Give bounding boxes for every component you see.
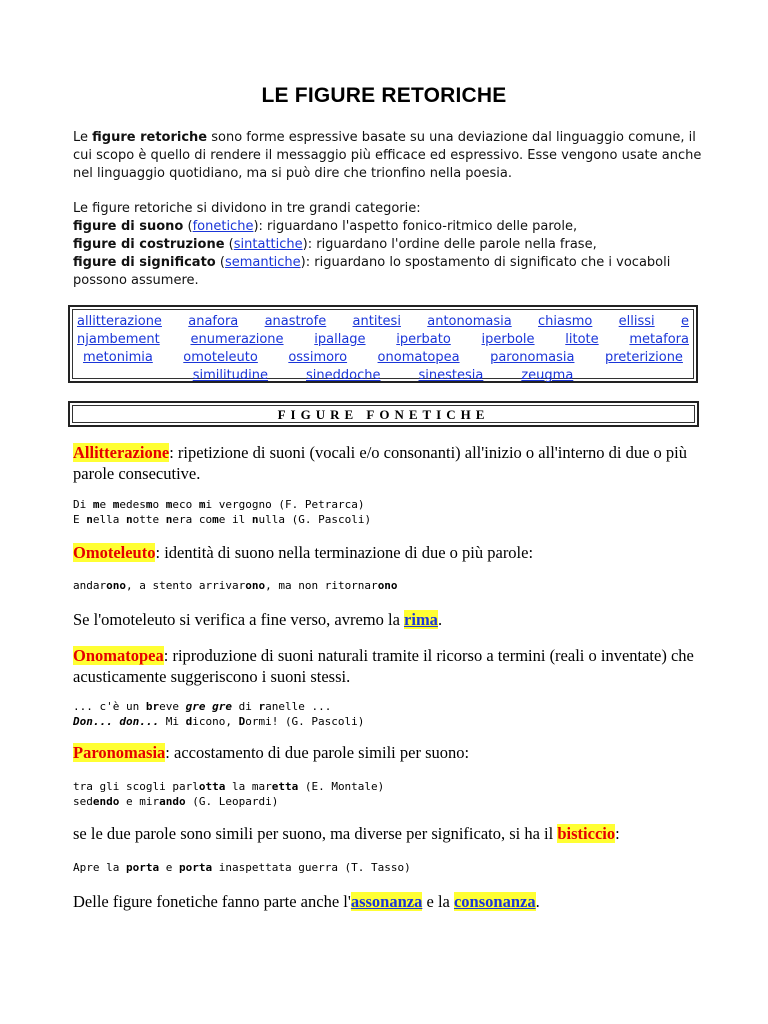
term-paronomasia: Paronomasia (73, 743, 166, 762)
categories-paragraph (73, 200, 713, 290)
index-row (77, 313, 689, 331)
note-text: se le due parole sono simili per suono, ma diverse per significato, si ha il (73, 824, 558, 843)
index-link-zeugma[interactable]: zeugma (521, 368, 574, 383)
definition-text: : riproduzione di suoni naturali tramite il ricorso a termini (reali o inventate) che acusticamente suggeriscono i suoni stessi. (73, 646, 694, 686)
figures-index-box (68, 305, 698, 383)
punctuation: : (615, 824, 620, 843)
category-line-sound (73, 218, 713, 236)
index-link-enjambement-end[interactable]: njambement (77, 332, 160, 347)
index-link-ipallage[interactable]: ipallage (314, 332, 366, 347)
index-link-omoteleuto[interactable]: omoteleuto (183, 350, 258, 365)
note-text: Se l'omoteleuto si verifica a fine verso, avremo la (73, 610, 405, 629)
index-link-enumerazione[interactable]: enumerazione (190, 332, 284, 347)
index-link-anafora[interactable]: anafora (188, 314, 239, 329)
index-link-anastrofe[interactable]: anastrofe (264, 314, 327, 329)
index-link-paronomasia[interactable]: paronomasia (490, 350, 575, 365)
link-assonanza[interactable]: assonanza (350, 892, 423, 911)
intro-text: sono forme espressive basate su una deviazione dal linguaggio comune, il cui scopo è quello di rendere il messaggio più efficace ed espressivo. Esse vengono usate anche nel linguaggio quotidiano, ma si può dire che trionfino nella poesia. (73, 130, 702, 181)
section-title: FIGURE FONETICHE (72, 405, 695, 423)
closing-text: Delle figure fonetiche fanno parte anche l' (73, 892, 351, 911)
definition-paronomasia (73, 742, 713, 763)
example-allitterazione-2: E nella notte nera come il nulla (G. Pascoli) (73, 513, 372, 526)
category-name: figure di suono (73, 219, 184, 234)
figures-index (72, 309, 694, 383)
punctuation: . (535, 892, 540, 911)
index-link-metafora[interactable]: metafora (629, 332, 689, 347)
index-link-onomatopea[interactable]: onomatopea (377, 350, 460, 365)
link-sintattiche[interactable]: sintattiche (233, 237, 303, 252)
definition-text: : accostamento di due parole simili per suono: (165, 743, 470, 762)
example-onomatopea-1: ... c'è un breve gre gre di ranelle ... (73, 700, 332, 713)
section-header-box (68, 401, 699, 427)
definition-text: : identità di suono nella terminazione di due o più parole: (155, 543, 534, 562)
example-bisticcio: Apre la porta e porta inaspettata guerra (T. Tasso) (73, 861, 411, 874)
example-onomatopea-2: Don... don... Mi dicono, Dormi! (G. Pascoli) (73, 715, 365, 728)
index-link-sinestesia[interactable]: sinestesia (418, 368, 484, 383)
note-rima (73, 609, 713, 630)
category-name: figure di costruzione (73, 237, 225, 252)
index-row (77, 349, 689, 367)
category-name: figure di significato (73, 255, 216, 270)
category-desc: ): riguardano lo spostamento di significato che i vocaboli possono assumere. (73, 255, 671, 288)
punctuation: . (437, 610, 443, 629)
link-rima[interactable]: rima (404, 610, 438, 629)
paren: ( (224, 237, 234, 252)
categories-lead: Le figure retoriche si dividono in tre grandi categorie: (73, 201, 421, 216)
index-link-ossimoro[interactable]: ossimoro (288, 350, 348, 365)
closing-text: e la (422, 892, 454, 911)
definition-omoteleuto (73, 542, 713, 563)
index-row (77, 367, 689, 385)
category-desc: ): riguardano l'aspetto fonico-ritmico delle parole, (253, 219, 578, 234)
note-bisticcio (73, 823, 713, 844)
index-link-iperbato[interactable]: iperbato (396, 332, 451, 347)
index-row (77, 331, 689, 349)
index-link-iperbole[interactable]: iperbole (481, 332, 535, 347)
index-link-antitesi[interactable]: antitesi (352, 314, 401, 329)
index-link-litote[interactable]: litote (565, 332, 599, 347)
example-paronomasia-2: sedendo e mirando (G. Leopardi) (73, 795, 279, 808)
intro-paragraph (73, 129, 713, 183)
term-bisticcio: bisticcio (557, 824, 616, 843)
link-semantiche[interactable]: semantiche (224, 255, 301, 270)
paren: ( (215, 255, 225, 270)
closing-paragraph (73, 891, 713, 912)
index-link-ellissi[interactable]: ellissi (618, 314, 655, 329)
index-link-allitterazione[interactable]: allitterazione (77, 314, 162, 329)
category-line-construction (73, 236, 713, 254)
term-omoteleuto: Omoteleuto (73, 543, 156, 562)
paren: ( (183, 219, 193, 234)
category-desc: ): riguardano l'ordine delle parole nella frase, (302, 237, 597, 252)
term-onomatopea: Onomatopea (73, 646, 164, 665)
category-line-meaning (73, 254, 713, 290)
example-allitterazione-1: Di me medesmo meco mi vergogno (F. Petrarca) (73, 498, 365, 511)
intro-bold-term: figure retoriche (92, 130, 208, 145)
index-link-antonomasia[interactable]: antonomasia (427, 314, 512, 329)
example-omoteleuto: andarono, a stento arrivarono, ma non ritornarono (73, 579, 398, 592)
index-link-enjambement-start[interactable]: e (680, 314, 689, 329)
example-paronomasia-1: tra gli scogli parlotta la maretta (E. Montale) (73, 780, 385, 793)
index-link-chiasmo[interactable]: chiasmo (538, 314, 593, 329)
index-link-sineddoche[interactable]: sineddoche (306, 368, 381, 383)
link-consonanza[interactable]: consonanza (453, 892, 536, 911)
index-link-preterizione[interactable]: preterizione (604, 350, 683, 365)
index-link-metonimia[interactable]: metonimia (83, 350, 153, 365)
definition-text: : ripetizione di suoni (vocali e/o consonanti) all'inizio o all'interno di due o più parole consecutive. (73, 443, 688, 483)
page-title: LE FIGURE RETORICHE (261, 84, 507, 107)
definition-allitterazione (73, 442, 713, 484)
definition-onomatopea (73, 645, 713, 687)
index-link-similitudine[interactable]: similitudine (192, 368, 269, 383)
intro-text: Le (73, 130, 93, 145)
term-allitterazione: Allitterazione (73, 443, 170, 462)
link-fonetiche[interactable]: fonetiche (192, 219, 254, 234)
